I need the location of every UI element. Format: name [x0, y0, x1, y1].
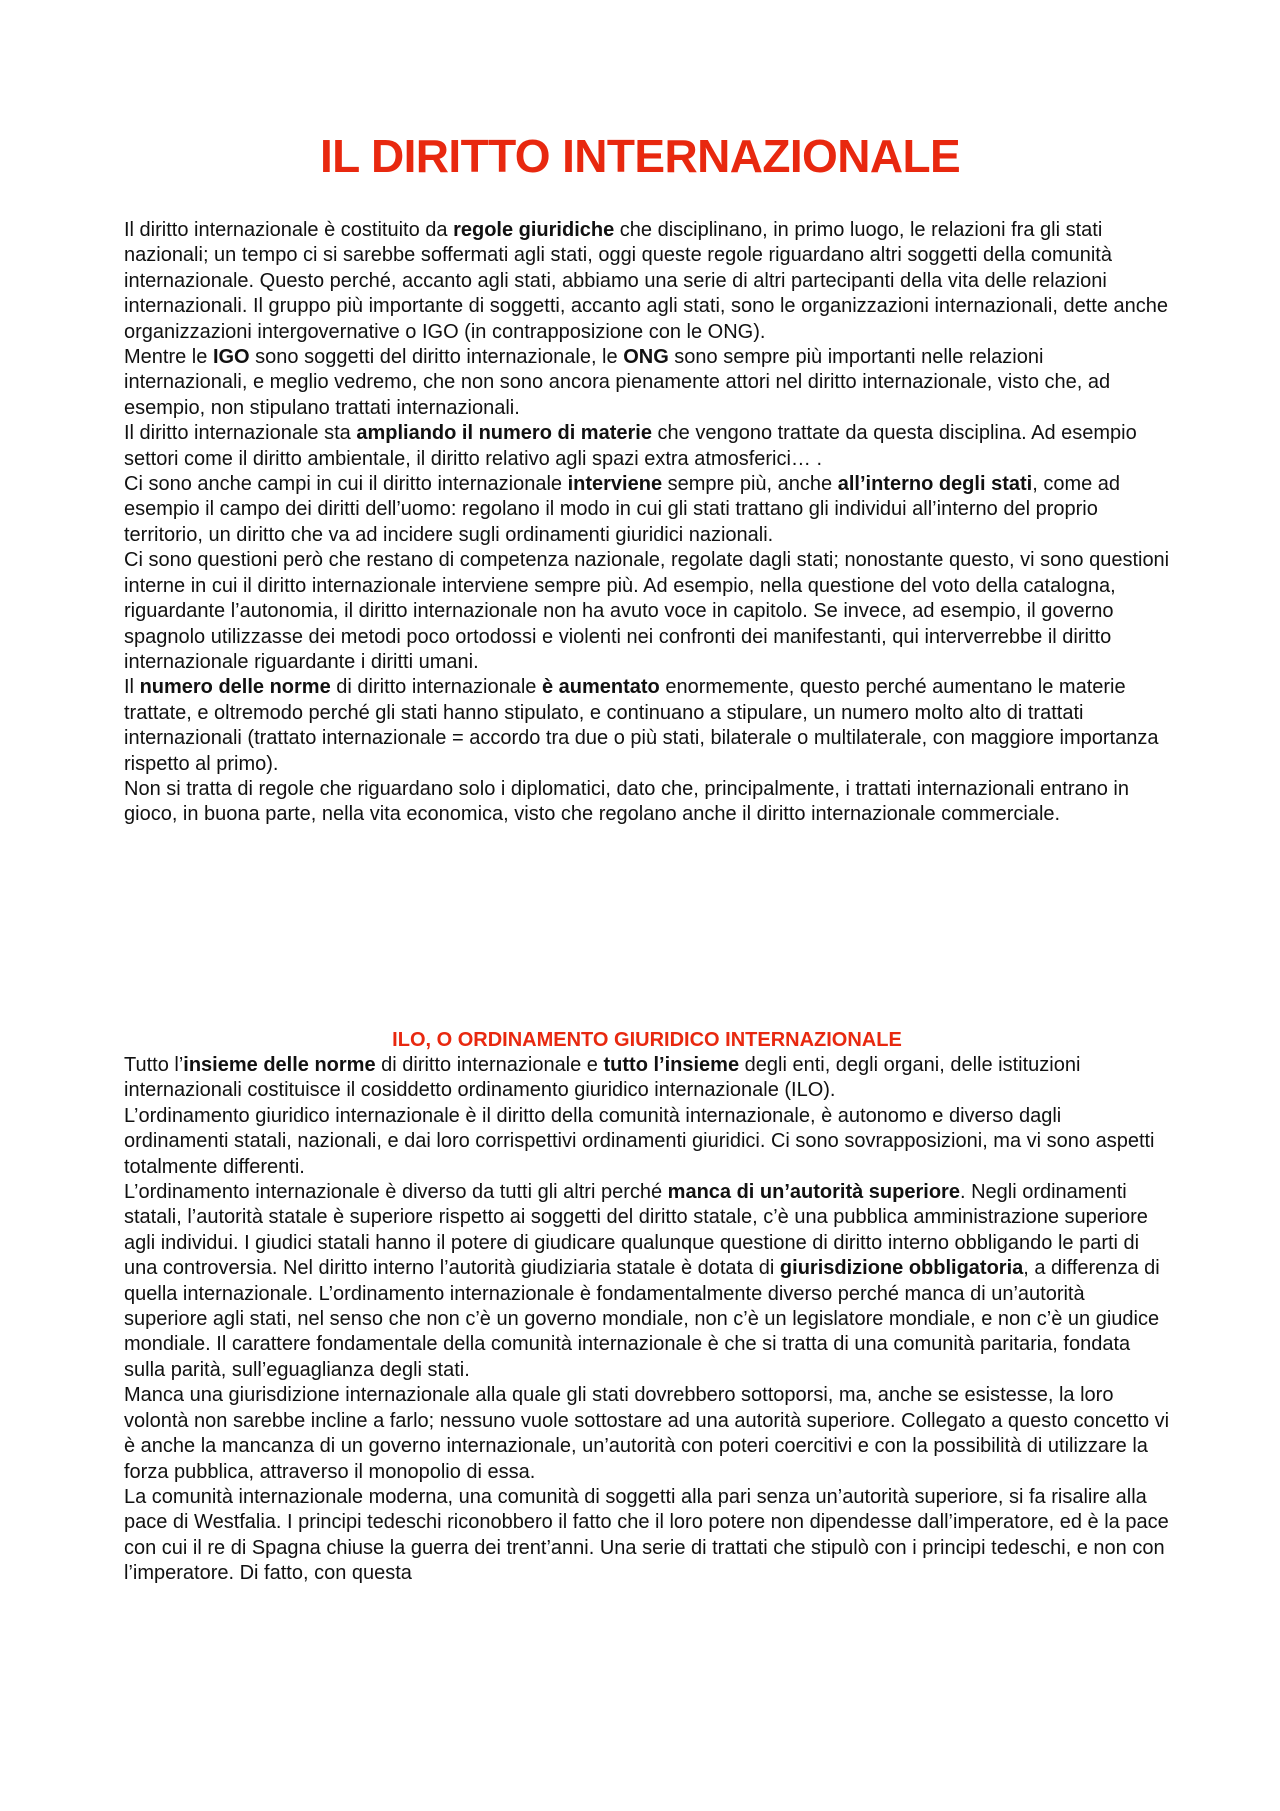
- text-run: degli enti, degli organi, delle istituzioni internazionali costituisce il cosiddetto ordinamento giuridico internazionale (ILO).: [124, 1054, 1081, 1102]
- paragraph: [124, 675, 1170, 777]
- bold-text: ampliando il numero di materie: [356, 422, 652, 445]
- page-title: IL DIRITTO INTERNAZIONALE: [319, 130, 961, 182]
- intro-section: [124, 218, 1170, 828]
- bold-text: regole giuridiche: [453, 219, 615, 241]
- text-run: di diritto internazionale e: [375, 1054, 604, 1076]
- bold-text: insieme delle norme: [183, 1054, 376, 1076]
- bold-text: tutto l’insieme: [603, 1054, 740, 1076]
- bold-text: all’interno degli stati: [837, 473, 1033, 496]
- text-run: Tutto l’: [124, 1054, 184, 1076]
- text-run: Manca una giurisdizione internazionale alla quale gli stati dovrebbero sottoporsi, ma, anche se esistesse, la loro volontà non sarebbe incline a farlo; nessuno vuole sottostare ad una autorità superiore. Collegato a questo concetto vi è anche la mancanza di un governo internazionale, un’autorità con poteri coercitivi e con la possibilità di utilizzare la forza pubblica, attraverso il monopolio di essa.: [124, 1384, 1170, 1483]
- text-run: sempre più, anche: [662, 473, 838, 496]
- paragraph: [124, 345, 1170, 421]
- paragraph: [124, 548, 1170, 675]
- paragraph: [124, 218, 1170, 345]
- paragraph: [124, 1383, 1170, 1485]
- text-run: Ci sono anche campi in cui il diritto internazionale: [124, 473, 568, 496]
- paragraph: [124, 1104, 1170, 1180]
- section-body: [124, 1053, 1170, 1587]
- text-run: Ci sono questioni però che restano di competenza nazionale, regolate dagli stati; nonostante questo, vi sono questioni interne in cui il diritto internazionale interviene sempre più. Ad esempio, nella questione del voto della catalogna, riguardante l’autonomia, il diritto internazionale non ha avuto voce in capitolo. Se invece, ad esempio, il governo spagnolo utilizzasse dei metodi poco ortodossi e violenti nei confronti dei manifestanti, qui interverrebbe il diritto internazionale riguardante i diritti umani.: [124, 549, 1170, 673]
- text-run: L’ordinamento giuridico internazionale è il diritto della comunità internazionale, è autonomo e diverso dagli ordinamenti statali, nazionali, e dai loro corrispettivi ordinamenti giuridici. Ci sono sovrapposizioni, ma vi sono aspetti totalmente differenti.: [124, 1104, 1155, 1178]
- ilo-section: [124, 1027, 1170, 1587]
- paragraph: [124, 777, 1170, 828]
- text-run: Il: [124, 676, 140, 699]
- text-run: di diritto internazionale: [330, 676, 542, 699]
- section-title: ILO, O ORDINAMENTO GIURIDICO INTERNAZIONALE: [392, 1029, 902, 1051]
- text-run: Mentre le: [124, 346, 213, 369]
- paragraph: [124, 472, 1170, 548]
- text-run: . Negli ordinamenti statali, l’autorità statale è superiore rispetto ai soggetti del diritto statale, c’è una pubblica amministrazione superiore agli individui. I giudici statali hanno il potere di giudicare qualunque questione di diritto interno obbligando le parti di una controversia. Nel diritto interno l’autorità giudiziaria statale è dotata di: [124, 1181, 1148, 1280]
- paragraph: [124, 1053, 1170, 1104]
- paragraph: [124, 421, 1170, 472]
- text-run: , come ad esempio il campo dei diritti dell’uomo: regolano il modo in cui gli stati trattano gli individui all’interno del proprio territorio, un diritto che va ad incidere sugli ordinamenti giuridici nazionali.: [124, 473, 1121, 546]
- bold-text: manca di un’autorità superiore: [667, 1181, 960, 1204]
- bold-text: numero delle norme: [139, 676, 331, 699]
- paragraph: [124, 1485, 1170, 1587]
- paragraph: [124, 1180, 1170, 1383]
- text-run: che vengono trattate da questa disciplina. Ad esempio settori come il diritto ambientale, il diritto relativo agli spazi extra atmosferici… .: [124, 422, 1137, 470]
- bold-text: interviene: [567, 473, 663, 496]
- bold-text: IGO: [212, 346, 250, 369]
- text-run: , a differenza di quella internazionale. L’ordinamento internazionale è fondamentalmente diverso perché manca di un’autorità superiore agli stati, nel senso che non c’è un governo mondiale, non c’è un legislatore mondiale, e non c’è un giudice mondiale. Il carattere fondamentale della comunità internazionale è che si tratta di una comunità paritaria, fondata sulla parità, sull’eguaglianza degli stati.: [124, 1257, 1160, 1381]
- bold-text: ONG: [623, 346, 669, 369]
- text-run: sono sempre più importanti nelle relazioni internazionali, e meglio vedremo, che non sono ancora pienamente attori nel diritto internazionale, visto che, ad esempio, non stipulano trattati internazionali.: [124, 346, 1111, 419]
- text-run: Non si tratta di regole che riguardano solo i diplomatici, dato che, principalmente, i trattati internazionali entrano in gioco, in buona parte, nella vita economica, visto che regolano anche il diritto internazionale commerciale.: [124, 777, 1129, 826]
- text-run: Il diritto internazionale è costituito da: [124, 219, 454, 241]
- text-run: Il diritto internazionale sta: [124, 422, 357, 445]
- text-run: sono soggetti del diritto internazionale, le: [249, 346, 624, 369]
- text-run: enormemente, questo perché aumentano le materie trattate, e oltremodo perché gli stati hanno stipulato, e continuano a stipulare, un numero molto alto di trattati internazionali (trattato internazionale = accordo tra due o più stati, bilaterale o multilaterale, con maggiore importanza rispetto al primo).: [124, 676, 1159, 775]
- text-run: che disciplinano, in primo luogo, le relazioni fra gli stati nazionali; un tempo ci si sarebbe soffermati agli stati, oggi queste regole riguardano altri soggetti della comunità internazionale. Questo perché, accanto agli stati, abbiamo una serie di altri partecipanti della vita delle relazioni internazionali. Il gruppo più importante di soggetti, accanto agli stati, sono le organizzazioni internazionali, dette anche organizzazioni intergovernative o IGO (in contrapposizione con le ONG).: [124, 219, 1168, 343]
- text-run: La comunità internazionale moderna, una comunità di soggetti alla pari senza un’autorità superiore, si fa risalire alla pace di Westfalia. I principi tedeschi riconobbero il fatto che il loro potere non dipendesse dall’imperatore, ed è la pace con cui il re di Spagna chiuse la guerra dei trent’anni. Una serie di trattati che stipulò con i principi tedeschi, e non con l’imperatore. Di fatto, con questa: [124, 1485, 1169, 1585]
- text-run: L’ordinamento internazionale è diverso da tutti gli altri perché: [124, 1181, 668, 1204]
- bold-text: giurisdizione obbligatoria: [779, 1257, 1024, 1280]
- bold-text: è aumentato: [541, 676, 660, 699]
